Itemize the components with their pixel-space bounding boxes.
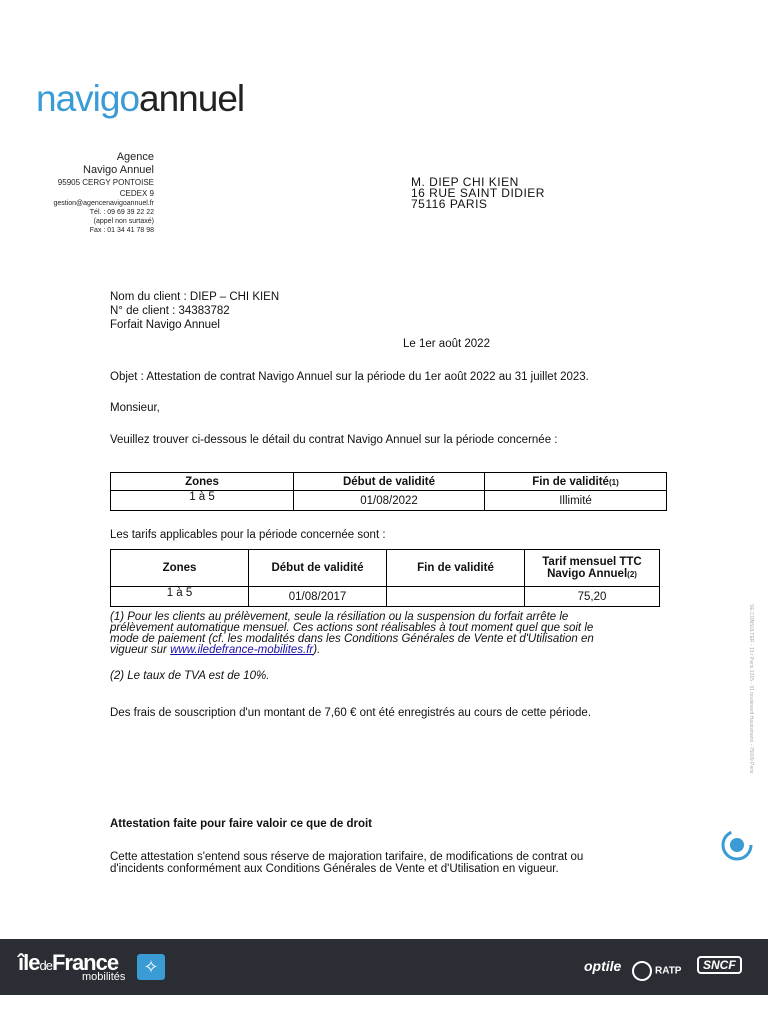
idfm-person-icon: ✧	[137, 954, 165, 980]
idfm-link[interactable]: www.iledefrance-mobilites.fr	[170, 644, 314, 656]
col-end: Fin de validité(1)	[485, 473, 667, 491]
col-start: Début de validité	[249, 550, 387, 587]
tarifs-intro: Les tarifs applicables pour la période concernée sont :	[110, 529, 386, 541]
table-cell: 01/08/2017	[249, 587, 387, 607]
col-start: Début de validité	[294, 473, 485, 491]
fees-text: Des frais de souscription d'un montant de 7,60 € ont été enregistrés au cours de cette période.	[110, 707, 592, 719]
table-cell: 01/08/2022	[294, 491, 485, 511]
table-cell: Illimité	[485, 491, 667, 511]
letter-date: Le 1er août 2022	[403, 338, 490, 350]
table-cell	[387, 587, 525, 607]
col-end: Fin de validité	[387, 550, 525, 587]
col-zones: Zones	[111, 550, 249, 587]
sncf-logo: SNCF	[697, 956, 742, 974]
attestation-text: Cette attestation s'entend sous réserve de majoration tarifaire, de modifications de contrat ou d'incidents conformément aux Conditions Générales de Vente et d'Utilisation en vigueur.	[110, 851, 584, 875]
ratp-logo: RATP	[632, 961, 681, 981]
ratp-icon	[632, 961, 652, 981]
attestation-title: Attestation faite pour faire valoir ce que de droit	[110, 818, 372, 830]
salutation: Monsieur,	[110, 402, 160, 414]
recipient-address: M. DIEP CHI KIEN 16 RUE SAINT DIDIER 75116 PARIS	[411, 175, 545, 211]
footnote-2: (2) Le taux de TVA est de 10%.	[110, 670, 270, 682]
idfm-logo: îledeFrance	[18, 950, 119, 975]
table-cell: 1 à 5	[111, 587, 249, 607]
tarif-table	[110, 549, 660, 607]
idfm-logo-sub: mobilités	[82, 971, 126, 983]
table-cell: 75,20	[525, 587, 660, 607]
optile-logo: optile	[584, 958, 622, 974]
side-legal-text: SE CONSULTER - 13 r Paris 1315 - 31 boulevard Haussmann - 75009 Paris	[748, 604, 754, 774]
contract-table	[110, 472, 667, 511]
sender-agency-block: Agence Navigo Annuel 95905 CERGY PONTOISE CEDEX 9 gestion@agencenavigoannuel.fr Tél. : 09 69 39 22 22 (appel non surtaxé) Fax : 01 34 41 78 98	[53, 151, 154, 234]
navigo-annuel-logo: navigoannuel	[36, 78, 245, 119]
col-zones: Zones	[111, 473, 294, 491]
client-info: Nom du client : DIEP – CHI KIEN N° de client : 34383782 Forfait Navigo Annuel	[110, 291, 280, 331]
intro-text: Veuillez trouver ci-dessous le détail du contrat Navigo Annuel sur la période concernée :	[110, 434, 558, 446]
footnote-1: (1) Pour les clients au prélèvement, seule la résiliation ou la suspension du forfait arrête le prélèvement automatique mensuel. Ces actions sont réalisables à tout moment quel que soit le mode de paiement (cf. les modalités dans les Conditions Générales de Vente et d'Utilisation en vigueur sur www.iledefrance-mobilites.fr).	[110, 611, 594, 656]
letter-object: Objet : Attestation de contrat Navigo Annuel sur la période du 1er août 2022 au 31 juillet 2023.	[110, 371, 589, 383]
table-cell: 1 à 5	[111, 491, 294, 511]
col-tarif: Tarif mensuel TTC Navigo Annuel(2)	[525, 550, 660, 587]
idfm-swirl-icon	[720, 828, 754, 862]
